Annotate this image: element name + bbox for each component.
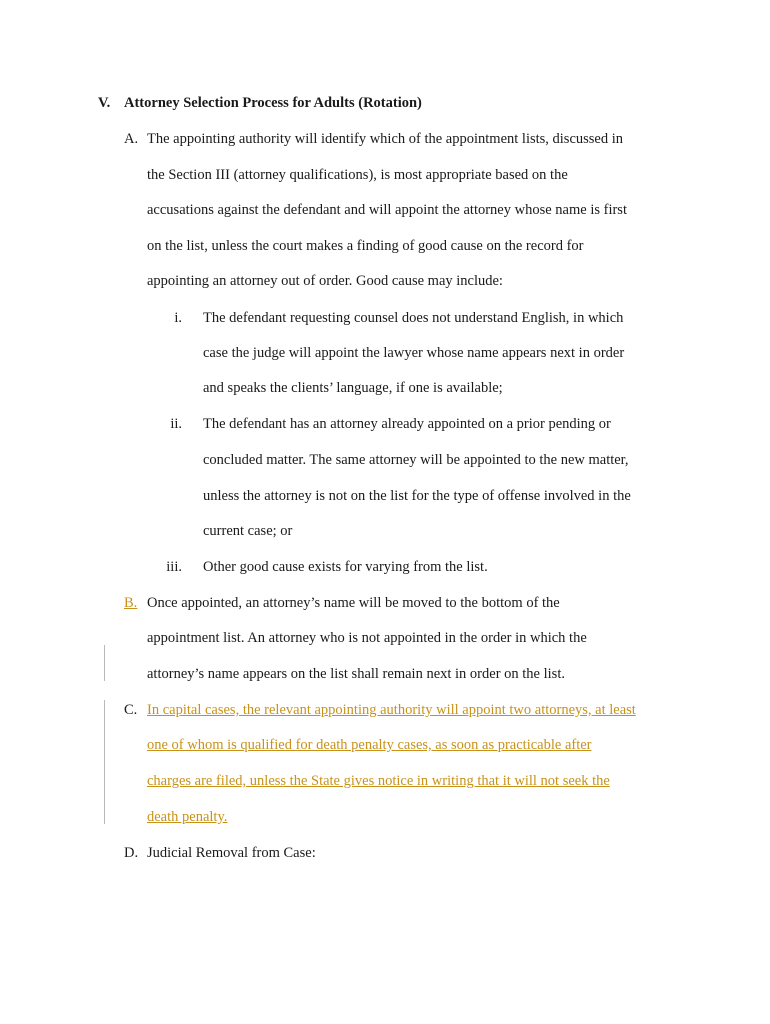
- item-c-line-3: charges are filed, unless the State gives notice in writing that it will not seek the: [147, 773, 610, 789]
- subitem-i-line-3: and speaks the clients’ language, if one is available;: [203, 380, 503, 396]
- item-d-text: Judicial Removal from Case:: [147, 845, 316, 861]
- subitem-ii-line-2: concluded matter. The same attorney will be appointed to the new matter,: [203, 452, 629, 468]
- subitem-ii-line-3: unless the attorney is not on the list for the type of offense involved in the: [203, 488, 631, 504]
- section-title: Attorney Selection Process for Adults (Rotation): [124, 95, 422, 111]
- subitem-i-line-2: case the judge will appoint the lawyer whose name appears next in order: [203, 345, 625, 361]
- subitem-ii-line-4: current case; or: [203, 523, 293, 539]
- item-b-line-2: appointment list. An attorney who is not appointed in the order in which the: [147, 630, 587, 646]
- subitem-iii-line-1: Other good cause exists for varying from the list.: [203, 559, 488, 575]
- item-a-line-4: on the list, unless the court makes a finding of good cause on the record for: [147, 238, 584, 254]
- item-a-label: A.: [124, 131, 139, 147]
- item-b-label: B.: [124, 595, 138, 611]
- item-c-line-4: death penalty.: [147, 809, 228, 825]
- change-bar-c: [104, 700, 105, 824]
- item-d-label: D.: [124, 845, 139, 861]
- subitem-i-label: i.: [174, 310, 182, 326]
- subitem-i-line-1: The defendant requesting counsel does not understand English, in which: [203, 310, 624, 326]
- item-c-line-1: In capital cases, the relevant appointing authority will appoint two attorneys, at least: [147, 702, 636, 718]
- section-number: V.: [98, 95, 111, 111]
- item-a-line-2: the Section III (attorney qualifications), is most appropriate based on the: [147, 167, 568, 183]
- item-a-line-5: appointing an attorney out of order. Good cause may include:: [147, 273, 503, 289]
- item-c-line-2: one of whom is qualified for death penalty cases, as soon as practicable after: [147, 737, 592, 753]
- item-b-line-3: attorney’s name appears on the list shall remain next in order on the list.: [147, 666, 565, 682]
- subitem-iii-label: iii.: [166, 559, 182, 575]
- item-b-line-1: Once appointed, an attorney’s name will be moved to the bottom of the: [147, 595, 560, 611]
- item-c-label: C.: [124, 702, 138, 718]
- change-bar-b: [104, 645, 105, 681]
- subitem-ii-line-1: The defendant has an attorney already appointed on a prior pending or: [203, 416, 611, 432]
- item-a-line-1: The appointing authority will identify which of the appointment lists, discussed in: [147, 131, 624, 147]
- subitem-ii-label: ii.: [170, 416, 182, 432]
- item-a-line-3: accusations against the defendant and will appoint the attorney whose name is first: [147, 202, 627, 218]
